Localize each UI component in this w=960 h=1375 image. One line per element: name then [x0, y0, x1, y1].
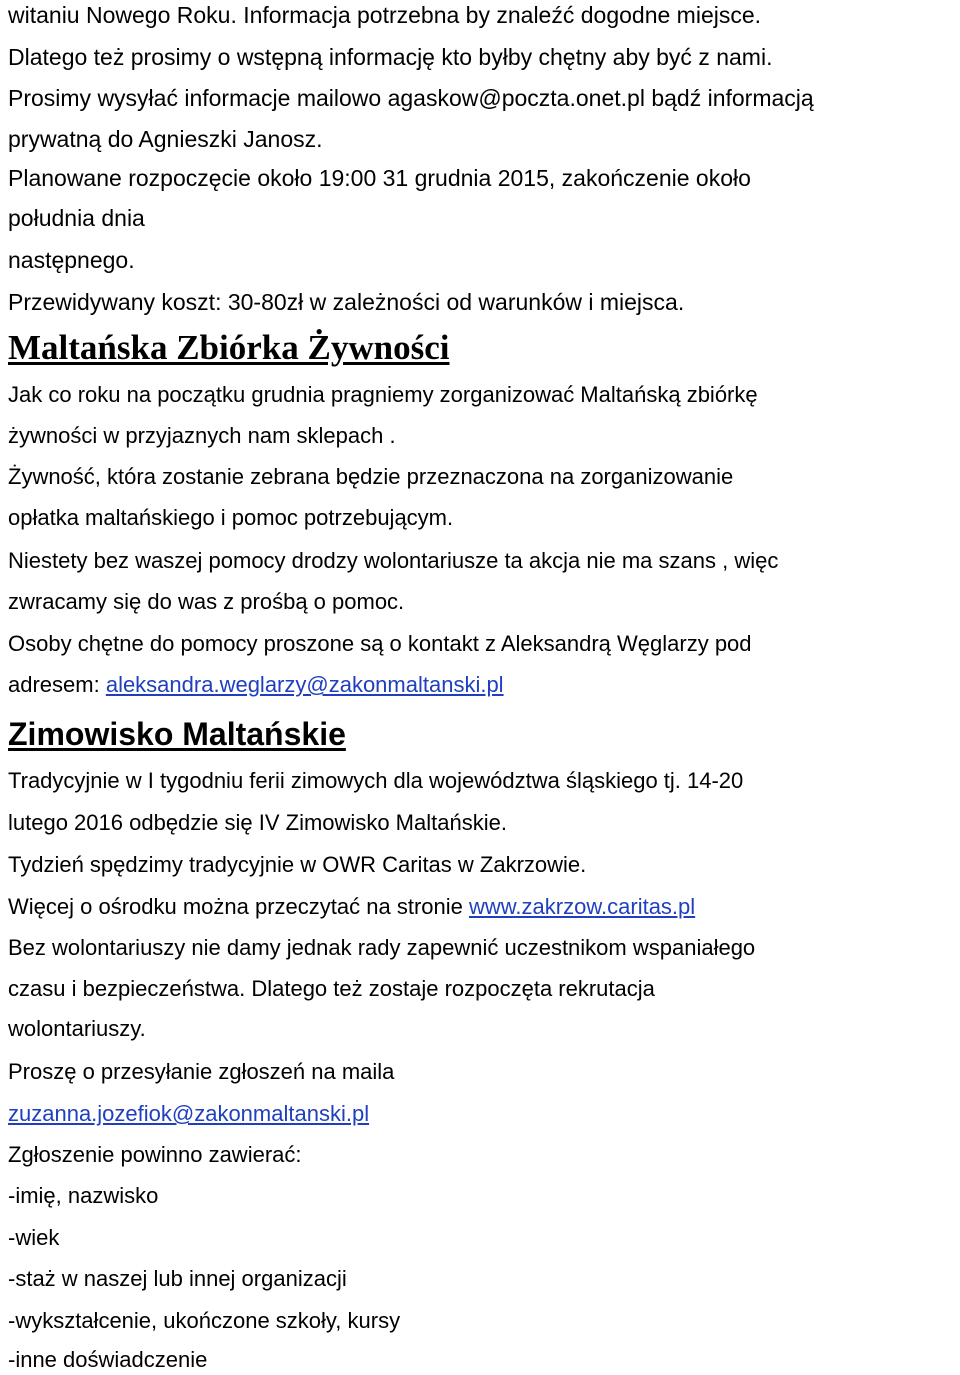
requirement-item: -wykształcenie, ukończone szkoły, kursy [8, 1308, 401, 1333]
camp-line-9 [8, 1099, 369, 1129]
camp-website-link[interactable]: www.zakrzow.caritas.pl [468, 894, 696, 919]
food-line-5: Niestety bez waszej pomocy drodzy wolontariusze ta akcja nie ma szans , więc [8, 548, 779, 573]
food-line-1: Jak co roku na początku grudnia pragniemy zorganizować Maltańską zbiórkę [8, 382, 758, 407]
camp-line-8: Proszę o przesyłanie zgłoszeń na maila [8, 1059, 395, 1084]
camp-line-2: lutego 2016 odbędzie się IV Zimowisko Maltańskie. [8, 810, 507, 835]
food-line-6: zwracamy się do was z prośbą o pomoc. [8, 589, 405, 614]
requirement-item: -imię, nazwisko [8, 1183, 159, 1208]
contact-email-link[interactable]: aleksandra.weglarzy@zakonmaltanski.pl [105, 672, 504, 697]
camp-line-5: Bez wolontariuszy nie damy jednak rady zapewnić uczestnikom wspaniałego [8, 935, 756, 960]
application-email-link[interactable]: zuzanna.jozefiok@zakonmaltanski.pl [8, 1101, 370, 1126]
food-line-3: Żywność, która zostanie zebrana będzie przeznaczona na zorganizowanie [8, 464, 734, 489]
camp-line-6: czasu i bezpieczeństwa. Dlatego też zostaje rozpoczęta rekrutacja [8, 976, 655, 1001]
food-line-4: opłatka maltańskiego i pomoc potrzebującym. [8, 505, 454, 530]
requirement-item: -inne doświadczenie [8, 1347, 208, 1372]
intro-line-4: prywatną do Agnieszki Janosz. [8, 126, 323, 152]
contact-prefix: adresem: [8, 672, 106, 697]
intro-line-2: Dlatego też prosimy o wstępną informację kto byłby chętny aby być z nami. [8, 44, 773, 70]
requirement-item: -wiek [8, 1225, 60, 1250]
requirement-item: -staż w naszej lub innej organizacji [8, 1266, 347, 1291]
heading-winter-camp: Zimowisko Maltańskie [8, 716, 346, 752]
camp-line-7: wolontariuszy. [8, 1016, 146, 1041]
food-line-2: żywności w przyjaznych nam sklepach . [8, 423, 396, 448]
heading-food-collection: Maltańska Zbiórka Żywności [8, 328, 450, 367]
camp-line-10: Zgłoszenie powinno zawierać: [8, 1142, 302, 1167]
camp-website-prefix: Więcej o ośrodku można przeczytać na stronie [8, 894, 469, 919]
camp-line-3: Tydzień spędzimy tradycyjnie w OWR Caritas w Zakrzowie. [8, 852, 587, 877]
intro-line-1: witaniu Nowego Roku. Informacja potrzebna by znaleźć dogodne miejsce. [8, 2, 762, 28]
food-line-8 [8, 670, 504, 700]
intro-line-7: następnego. [8, 247, 135, 273]
intro-line-6: południa dnia [8, 205, 145, 231]
food-line-7: Osoby chętne do pomocy proszone są o kontakt z Aleksandrą Węglarzy pod [8, 631, 752, 656]
intro-line-8: Przewidywany koszt: 30-80zł w zależności od warunków i miejsca. [8, 289, 685, 315]
camp-line-4 [8, 892, 695, 922]
camp-line-1: Tradycyjnie w I tygodniu ferii zimowych dla województwa śląskiego tj. 14-20 [8, 768, 744, 793]
intro-line-5: Planowane rozpoczęcie około 19:00 31 grudnia 2015, zakończenie około [8, 165, 751, 191]
intro-line-3: Prosimy wysyłać informacje mailowo agaskow@poczta.onet.pl bądź informacją [8, 85, 814, 111]
